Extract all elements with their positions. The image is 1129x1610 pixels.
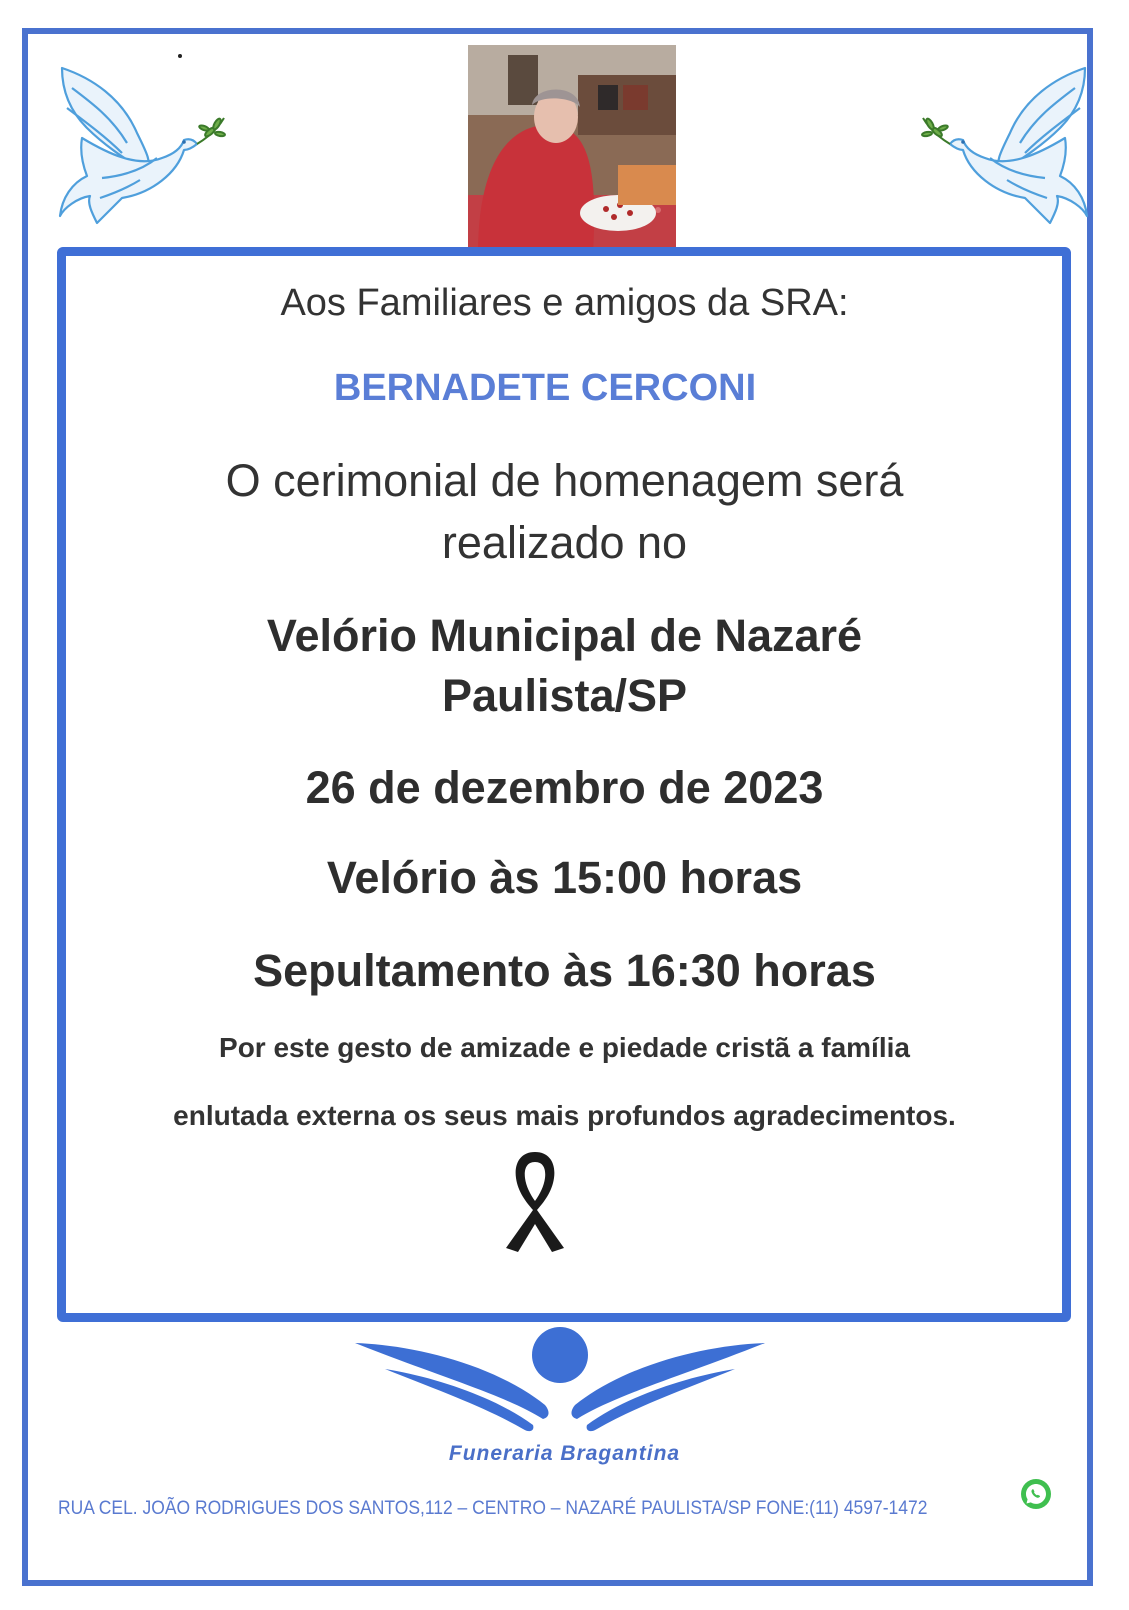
footer-address: RUA CEL. JOÃO RODRIGUES DOS SANTOS,112 – CENTRO – NAZARÉ PAULISTA/SP FONE:(11) 4597-1472: [58, 1498, 928, 1519]
burial-time: Sepultamento às 16:30 horas: [253, 945, 876, 996]
venue-line-2: Paulista/SP: [441, 670, 688, 721]
thanks-line-2: enlutada externa os seus mais profundos agradecimentos.: [173, 1100, 956, 1131]
ceremony-date: 26 de dezembro de 2023: [305, 762, 824, 813]
deceased-name: BERNADETE CERCONI: [333, 367, 757, 409]
brand-name: Funeraria Bragantina: [448, 1442, 681, 1465]
ceremony-line-1: O cerimonial de homenagem será: [225, 455, 904, 506]
thanks-line-1: Por este gesto de amizade e piedade cristã a família: [219, 1032, 910, 1063]
dove-icon: [920, 58, 1095, 240]
intro-line: Aos Familiares e amigos da SRA:: [280, 282, 849, 324]
whatsapp-icon: [1020, 1478, 1052, 1510]
venue-line-1: Velório Municipal de Nazaré: [266, 610, 863, 661]
ceremony-line-2: realizado no: [441, 517, 688, 568]
funeral-home-logo: [355, 1325, 765, 1437]
dove-icon: [52, 58, 227, 240]
mourning-ribbon-icon: [500, 1144, 570, 1256]
portrait-photo: [468, 45, 676, 253]
wake-time: Velório às 15:00 horas: [326, 852, 803, 903]
